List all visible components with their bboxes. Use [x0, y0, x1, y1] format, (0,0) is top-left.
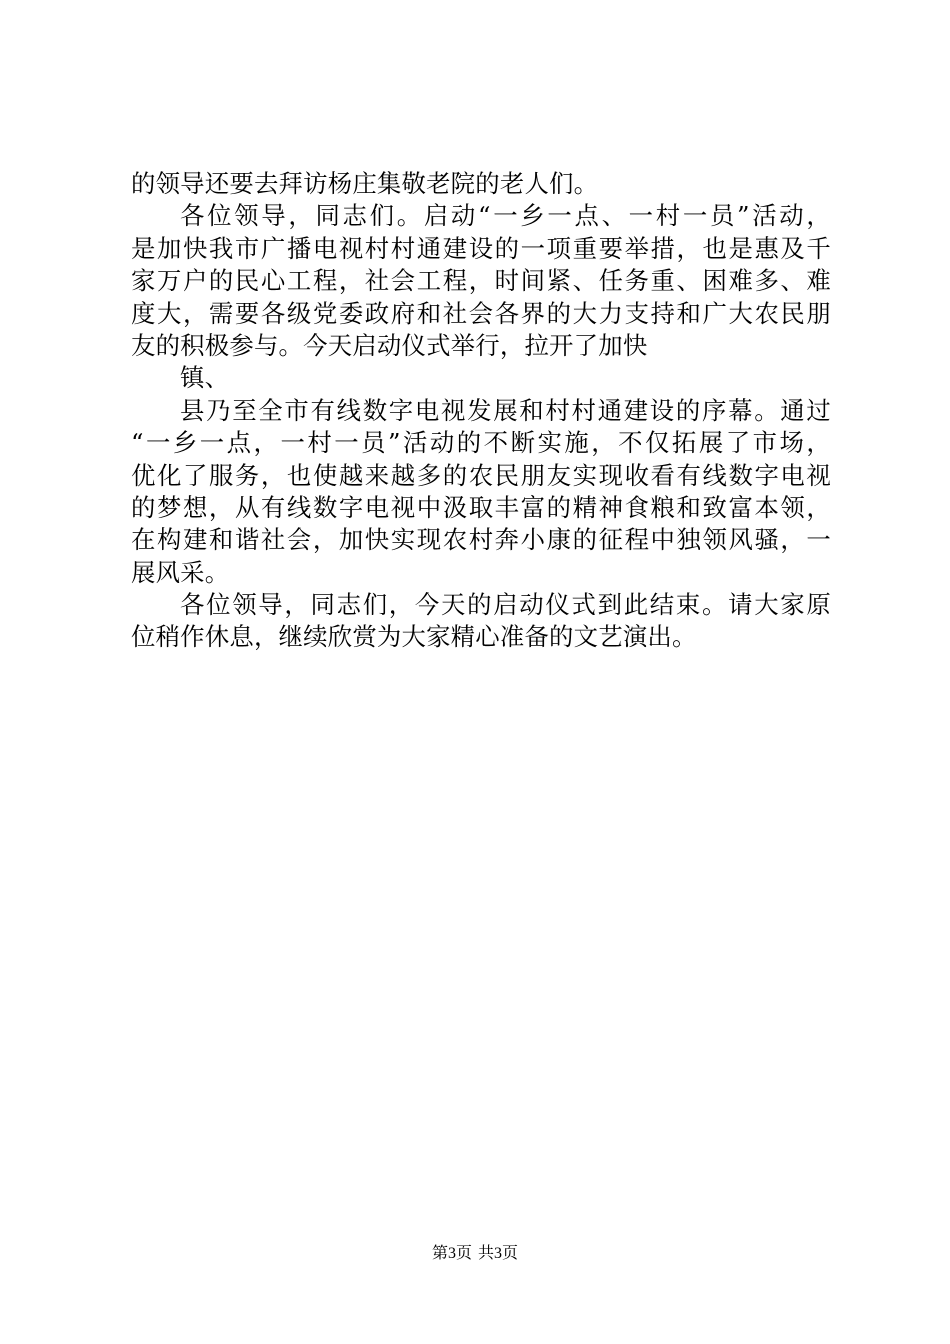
- text-line: 展风采。: [131, 557, 230, 587]
- text-line: 度大，需要各级党委政府和社会各界的大力支持和广大农民朋: [131, 298, 831, 328]
- text-line: “一乡一点，一村一员”活动的不断实施，不仅拓展了市场，: [131, 428, 831, 458]
- text-line: 位稍作休息，继续欣赏为大家精心准备的文艺演出。: [131, 622, 697, 652]
- page-number-total: 共3页: [478, 1245, 519, 1262]
- text-line: 是加快我市广播电视村村通建设的一项重要举措，也是惠及千: [131, 233, 831, 263]
- page-footer: [0, 1244, 950, 1264]
- text-line: 镇、: [180, 363, 230, 393]
- document-body: [131, 168, 831, 654]
- text-line: 优化了服务，也使越来越多的农民朋友实现收看有线数字电视: [131, 460, 831, 490]
- text-line: 各位领导，同志们，今天的启动仪式到此结束。请大家原: [180, 590, 831, 620]
- text-line: 县乃至全市有线数字电视发展和村村通建设的序幕。通过: [180, 395, 831, 425]
- page-number-current: 第3页: [431, 1245, 472, 1262]
- text-line: 在构建和谐社会，加快实现农村奔小康的征程中独领风骚，一: [131, 525, 831, 555]
- text-line: 友的积极参与。今天启动仪式举行，拉开了加快: [131, 330, 648, 360]
- text-line: 家万户的民心工程，社会工程，时间紧、任务重、困难多、难: [131, 266, 831, 296]
- text-line: 的领导还要去拜访杨庄集敬老院的老人们。: [131, 169, 599, 198]
- text-line: 的梦想，从有线数字电视中汲取丰富的精神食粮和致富本领，: [131, 492, 831, 522]
- text-line: 各位领导，同志们。启动“一乡一点、一村一员”活动，: [180, 201, 831, 231]
